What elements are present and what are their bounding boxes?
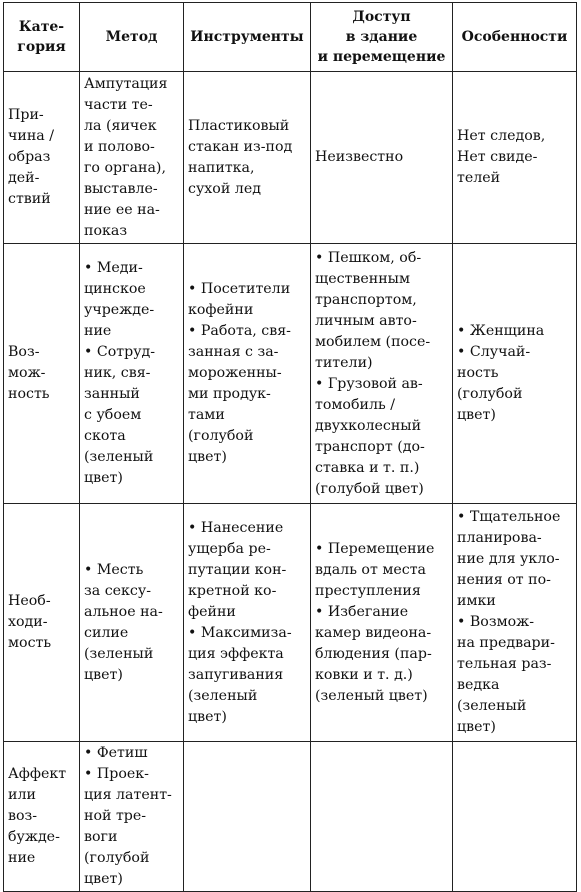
method-cell	[80, 742, 184, 892]
cell-line: • Случай-	[457, 344, 531, 360]
cell-line: выставле-	[84, 180, 158, 197]
cell-line: (голубой	[188, 428, 254, 444]
cell-line: камер видеона-	[315, 624, 432, 641]
cell-line: ность	[457, 365, 499, 381]
header-line: Инструменты	[190, 29, 304, 45]
cell-line: ла (яичек	[84, 117, 157, 134]
header-category	[4, 3, 80, 72]
header-method	[80, 3, 184, 72]
category-cell	[4, 244, 80, 504]
cell-line: томобиль /	[315, 396, 395, 413]
cell-line: занный	[84, 386, 140, 402]
access-cell	[311, 72, 453, 244]
category-cell-text	[8, 105, 75, 210]
header-row	[4, 3, 577, 72]
cell-line: цвет)	[188, 449, 227, 465]
cell-line: тители)	[315, 354, 373, 371]
cell-line: (зеленый	[188, 687, 258, 704]
cell-line: сухой лед	[188, 180, 261, 197]
cell-line: цвет)	[84, 666, 123, 683]
header-tools	[184, 3, 311, 72]
cell-line: чина /	[8, 128, 55, 144]
cell-line: воз-	[8, 808, 38, 824]
header-line: Кате-	[18, 19, 65, 35]
cell-line: • Пешком, об-	[315, 249, 422, 266]
features-cell	[453, 504, 577, 742]
cell-line: (голубой	[84, 850, 150, 866]
cell-line: показ	[84, 222, 128, 239]
header-access	[311, 3, 453, 72]
method-cell-text	[84, 743, 179, 890]
access-cell-text	[315, 248, 448, 500]
header-line: Метод	[105, 29, 158, 45]
cell-line: • Тщательное	[457, 509, 561, 525]
cell-line: ставка и т. п.)	[315, 459, 420, 476]
header-line: Особенности	[461, 29, 568, 45]
cell-line: го органа),	[84, 159, 166, 176]
cell-line: ми продук-	[188, 386, 271, 402]
cell-line: планирова-	[457, 530, 542, 546]
cell-line: ние ее на-	[84, 201, 160, 218]
cell-line: Ампутация	[84, 75, 168, 92]
cell-line: ковки и т. д.)	[315, 666, 413, 683]
cell-line: цвет)	[188, 708, 227, 725]
access-cell	[311, 504, 453, 742]
method-cell	[80, 244, 184, 504]
cell-line: телей	[457, 170, 501, 186]
crime-analysis-table	[3, 2, 577, 892]
features-cell-text	[457, 321, 572, 426]
cell-line: воги	[84, 829, 118, 845]
features-cell-text	[457, 126, 572, 189]
cell-line: ние	[8, 850, 36, 866]
features-cell-text	[457, 507, 572, 738]
cell-line: • Фетиш	[84, 745, 148, 761]
cell-line: мость	[8, 635, 52, 651]
header-access-text	[315, 7, 448, 67]
cell-line: личным авто-	[315, 312, 417, 329]
cell-line: цвет)	[84, 470, 123, 486]
access-cell-text	[315, 147, 448, 168]
cell-line: щественным	[315, 270, 411, 287]
access-cell	[311, 244, 453, 504]
header-method-text	[84, 27, 179, 47]
tools-cell-text	[188, 279, 306, 468]
cell-line: • Проек-	[84, 766, 149, 782]
method-cell-text	[84, 258, 179, 489]
cell-line: ствий	[8, 191, 51, 207]
cell-line: Нет свиде-	[457, 149, 538, 165]
cell-line: нения от по-	[457, 572, 551, 588]
cell-line: Нет следов,	[457, 128, 546, 144]
tools-cell-text	[188, 518, 306, 728]
cell-line: кретной ко-	[188, 582, 277, 599]
header-features-text	[457, 27, 572, 47]
cell-line: Необ-	[8, 593, 51, 609]
cell-line: кофейни	[188, 302, 254, 318]
cell-line: • Посетители	[188, 281, 291, 297]
cell-line: ущерба ре-	[188, 540, 271, 557]
cell-line: путации кон-	[188, 561, 287, 578]
cell-line: (зеленый	[84, 449, 154, 465]
cell-line: альное на-	[84, 603, 163, 620]
cell-line: ние	[84, 323, 112, 339]
table-row	[4, 742, 577, 892]
method-cell-text	[84, 560, 179, 686]
method-cell	[80, 504, 184, 742]
cell-line: ция латент-	[84, 787, 172, 803]
cell-line: Пластиковый	[188, 117, 290, 134]
cell-line: (зеленый	[84, 645, 154, 662]
cell-line: ция эффекта	[188, 645, 284, 662]
tools-cell	[184, 72, 311, 244]
category-cell	[4, 504, 80, 742]
cell-line: мож-	[8, 365, 46, 381]
cell-line: • Сотруд-	[84, 344, 156, 360]
cell-line: (зеленый цвет)	[315, 687, 428, 704]
cell-line: ность	[8, 386, 50, 402]
cell-line: (зеленый	[457, 698, 527, 714]
cell-line: • Перемещение	[315, 540, 435, 557]
cell-line: за сексу-	[84, 582, 152, 599]
access-cell-text	[315, 539, 448, 707]
cell-line: • Избегание	[315, 603, 409, 620]
cell-line: напитка,	[188, 159, 255, 176]
cell-line: Аффект	[8, 766, 67, 782]
cell-line: тельная раз-	[457, 656, 552, 672]
cell-line: • Работа, свя-	[188, 323, 291, 339]
header-line: Доступ	[352, 9, 411, 25]
header-tools-text	[188, 27, 306, 47]
cell-line: дей-	[8, 170, 40, 186]
cell-line: занная с за-	[188, 344, 279, 360]
table-row	[4, 244, 577, 504]
cell-line: • Меди-	[84, 260, 143, 276]
cell-line: (голубой цвет)	[315, 480, 424, 497]
header-line: гория	[17, 39, 66, 55]
cell-line: или	[8, 787, 36, 803]
cell-line: преступления	[315, 582, 421, 599]
category-cell	[4, 742, 80, 892]
cell-line: части те-	[84, 96, 153, 113]
tools-cell	[184, 742, 311, 892]
features-cell	[453, 244, 577, 504]
access-cell	[311, 742, 453, 892]
tools-cell	[184, 244, 311, 504]
cell-line: цвет)	[457, 407, 496, 423]
cell-line: блюдения (пар-	[315, 645, 432, 662]
header-line: в здание	[345, 29, 418, 45]
features-cell	[453, 742, 577, 892]
cell-line: ной тре-	[84, 808, 147, 824]
features-cell	[453, 72, 577, 244]
cell-line: стакан из-под	[188, 138, 293, 155]
cell-line: Неизвестно	[315, 149, 404, 165]
cell-line: имки	[457, 593, 496, 609]
table-row	[4, 504, 577, 742]
method-cell-text	[84, 74, 179, 242]
cell-line: • Грузовой ав-	[315, 375, 423, 392]
tools-cell-text	[188, 116, 306, 200]
cell-line: ходи-	[8, 614, 48, 630]
cell-line: ние для укло-	[457, 551, 560, 567]
cell-line: образ	[8, 149, 51, 165]
cell-line: двухколесный	[315, 417, 422, 434]
cell-line: При-	[8, 107, 44, 123]
cell-line: запугивания	[188, 666, 284, 683]
cell-line: вдаль от места	[315, 561, 427, 578]
cell-line: тами	[188, 407, 225, 423]
cell-line: мороженны-	[188, 365, 282, 381]
cell-line: цинское	[84, 281, 146, 297]
table-row	[4, 72, 577, 244]
category-cell	[4, 72, 80, 244]
cell-line: • Возмож-	[457, 614, 535, 630]
method-cell	[80, 72, 184, 244]
cell-line: с убоем	[84, 407, 142, 423]
table-body	[4, 72, 577, 892]
cell-line: учрежде-	[84, 302, 155, 318]
cell-line: мобилем (посе-	[315, 333, 431, 350]
category-cell-text	[8, 342, 75, 405]
tools-cell	[184, 504, 311, 742]
cell-line: скота	[84, 428, 126, 444]
header-category-text	[8, 17, 75, 57]
cell-line: ведка	[457, 677, 500, 693]
category-cell-text	[8, 591, 75, 654]
cell-line: цвет)	[457, 719, 496, 735]
cell-line: и полово-	[84, 138, 155, 155]
cell-line: • Женщина	[457, 323, 545, 339]
cell-line: ник, свя-	[84, 365, 151, 381]
cell-line: цвет)	[84, 871, 123, 887]
header-features	[453, 3, 577, 72]
cell-line: бужде-	[8, 829, 60, 845]
cell-line: транспорт (до-	[315, 438, 425, 455]
cell-line: • Максимиза-	[188, 624, 292, 641]
cell-line: • Месть	[84, 561, 144, 578]
cell-line: фейни	[188, 603, 236, 620]
cell-line: транспортом,	[315, 291, 417, 308]
cell-line: на предвари-	[457, 635, 555, 651]
cell-line: силие	[84, 624, 129, 641]
header-line: и перемещение	[317, 49, 446, 65]
category-cell-text	[8, 764, 75, 869]
cell-line: • Нанесение	[188, 519, 284, 536]
cell-line: Воз-	[8, 344, 40, 360]
cell-line: (голубой	[457, 386, 523, 402]
